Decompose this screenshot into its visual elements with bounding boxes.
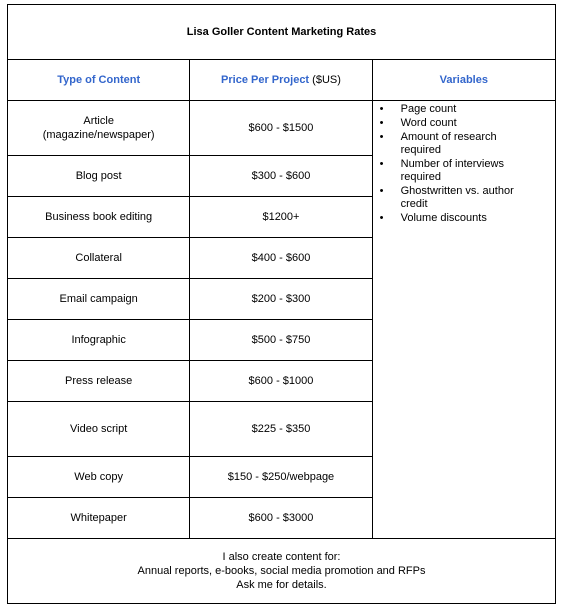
content-type-cell: Infographic [8,320,190,361]
variable-text: required [400,171,441,183]
list-item [373,117,555,130]
footer-note [8,539,556,604]
price-cell: $600 - $3000 [190,498,372,539]
footer-row [8,539,556,604]
variable-text: Volume discounts [400,212,487,224]
bullet-icon: • [379,158,384,170]
content-type-line: (magazine/newspaper) [42,129,155,141]
bullet-icon: • [379,185,384,197]
variable-text: Page count [400,103,457,115]
page-title: Lisa Goller Content Marketing Rates [8,5,556,60]
bullet-icon: • [379,212,384,224]
content-type-cell: Business book editing [8,197,190,238]
header-price-per-project [190,60,372,101]
list-item [373,158,555,184]
price-cell: $225 - $350 [190,402,372,457]
price-cell: $600 - $1500 [190,101,372,156]
variable-text: Number of interviews [400,158,504,170]
list-item [373,185,555,211]
price-cell: $600 - $1000 [190,361,372,402]
list-item [373,103,555,116]
footer-line: I also create content for: [222,551,341,563]
list-item [373,212,555,225]
variables-cell [372,101,555,539]
price-cell: $500 - $750 [190,320,372,361]
variable-text: Ghostwritten vs. author [400,185,514,197]
variables-list [373,103,555,225]
content-type-cell: Collateral [8,238,190,279]
header-price-unit: ($US) [309,74,341,86]
price-cell: $1200+ [190,197,372,238]
variable-text: Word count [400,117,457,129]
list-item [373,131,555,157]
title-row [8,5,556,60]
header-type-of-content: Type of Content [8,60,190,101]
bullet-icon: • [379,131,384,143]
header-variables: Variables [372,60,555,101]
price-cell: $300 - $600 [190,156,372,197]
footer-line: Annual reports, e-books, social media promotion and RFPs [137,565,426,577]
content-type-cell: Web copy [8,457,190,498]
content-type-cell: Whitepaper [8,498,190,539]
footer-line: Ask me for details. [236,579,327,591]
price-cell: $150 - $250/webpage [190,457,372,498]
content-type-cell: Press release [8,361,190,402]
variable-text: required [400,144,441,156]
content-type-cell: Email campaign [8,279,190,320]
rates-table [7,4,556,604]
content-type-cell [8,101,190,156]
price-cell: $200 - $300 [190,279,372,320]
content-type-cell: Blog post [8,156,190,197]
content-type-cell: Video script [8,402,190,457]
header-row [8,60,556,101]
content-type-line: Article [83,115,114,127]
bullet-icon: • [379,117,384,129]
header-price-label: Price Per Project [221,74,310,86]
bullet-icon: • [379,103,384,115]
variable-text: Amount of research [400,131,497,143]
variable-text: credit [400,198,428,210]
table-row [8,101,556,156]
price-cell: $400 - $600 [190,238,372,279]
